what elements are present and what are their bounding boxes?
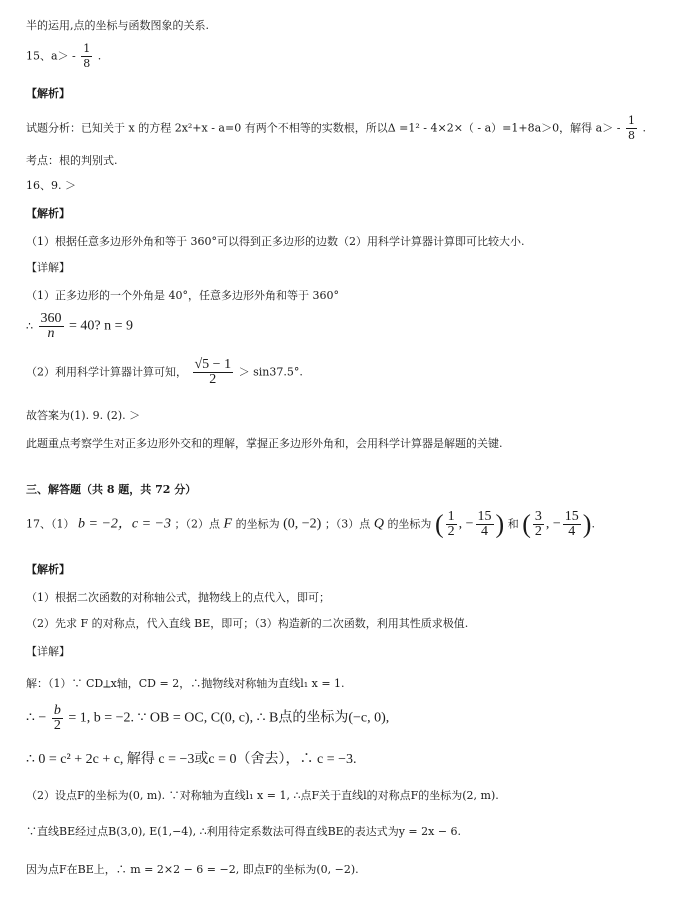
analysis-17-line1: （1）根据二次函数的对称轴公式，抛物线上的点代入，即可；	[26, 591, 330, 604]
fraction: $\frac{1}{8}$	[83, 42, 91, 70]
detail-16-line1: （1）正多边形的一个外角是 40°，任意多边形外角和等于 360°	[26, 289, 339, 302]
answer-16: 16、9. ＞	[26, 179, 76, 192]
answer-summary-16: 故答案为(1). 9. (2). ＞	[26, 409, 141, 422]
heading-analysis: 【解析】	[26, 87, 70, 100]
detail-17-line5: ∵直线BE经过点B(3,0), E(1,−4), ∴利用待定系数法可得直线BE的表达式为y = 2x − 6.	[26, 825, 462, 838]
detail-16-line3: （2）利用科学计算器计算可知， $\frac{√5 - 1}{2}$ ＞ sin37.5°.	[26, 357, 303, 387]
fraction: $\frac{√5 - 1}{2}$	[194, 357, 232, 387]
analysis-16: （1）根据任意多边形外角和等于 360°可以得到正多边形的边数（2）用科学计算器计算即可比较大小.	[26, 235, 525, 248]
answer-15: 15、a＞ - $\frac{1}{8}$ .	[26, 42, 102, 70]
answer-15-prefix: 15、a＞ -	[26, 49, 76, 63]
kaodian-15: 考点：根的判别式.	[26, 154, 118, 167]
fraction: $\frac{15}{4}$	[477, 509, 492, 539]
answer-17: 17、（1） b = −2，c = −3 ；（2）点 F 的坐标为 (0, −2) ；（3）点 Q 的坐标为 ( $\frac{1}{2}$ , − $\frac{15}{4}$ ) 和 ( $\frac{3}{2}$ , − $\frac{15}{4}$ ).	[26, 509, 595, 539]
fraction: $\frac{1}{2}$	[447, 509, 455, 539]
detail-16-line2: ∴ $\frac{360}{n}$ = 40? n = 9	[26, 311, 134, 341]
fraction: $\frac{3}{2}$	[534, 509, 542, 539]
analysis-15: 试题分析：已知关于 x 的方程 2x²+x - a=0 有两个不相等的实数根，所以Δ =1² - 4×2×（ - a）=1+8a＞0，解得 a＞ - $\frac{1}{8}$ .	[26, 114, 646, 142]
detail-17-line4: （2）设点F的坐标为(0, m). ∵对称轴为直线l₁ x = 1, ∴点F关于直线l的对称点F的坐标为(2, m).	[26, 789, 499, 802]
heading-detail: 【详解】	[26, 261, 70, 274]
detail-17-line6: 因为点F在BE上，∴ m = 2×2 − 6 = −2, 即点F的坐标为(0, −2).	[26, 863, 359, 876]
heading-detail: 【详解】	[26, 645, 70, 658]
detail-17-line2: ∴ − $\frac{b}{2}$ = 1, b = −2. ∵ OB = OC, C(0, c), ∴ B点的坐标为(−c, 0),	[26, 703, 390, 733]
detail-17-line1: 解：（1）∵ CD⟂x轴，CD = 2，∴抛物线对称轴为直线l₁ x = 1.	[26, 677, 345, 690]
text-line: 半的运用,点的坐标与函数图象的关系.	[26, 19, 209, 32]
analysis-17-line2: （2）先求 F 的对称点，代入直线 BE，即可；（3）构造新的二次函数，利用其性质求极值.	[26, 617, 469, 630]
fraction: $\frac{b}{2}$	[53, 703, 61, 733]
fraction: $\frac{1}{8}$	[627, 114, 635, 142]
fraction: $\frac{360}{n}$	[40, 311, 62, 341]
section-heading: 三、解答题（共 8 题，共 72 分）	[26, 483, 197, 496]
fraction: $\frac{15}{4}$	[564, 509, 579, 539]
heading-analysis: 【解析】	[26, 207, 70, 220]
detail-17-line3: ∴ 0 = c² + 2c + c, 解得 c = −3或c = 0（舍去），∴ c = −3.	[26, 752, 357, 767]
heading-analysis: 【解析】	[26, 563, 70, 576]
summary-16: 此题重点考察学生对正多边形外交和的理解，掌握正多边形外角和，会用科学计算器是解题的关键.	[26, 437, 503, 450]
